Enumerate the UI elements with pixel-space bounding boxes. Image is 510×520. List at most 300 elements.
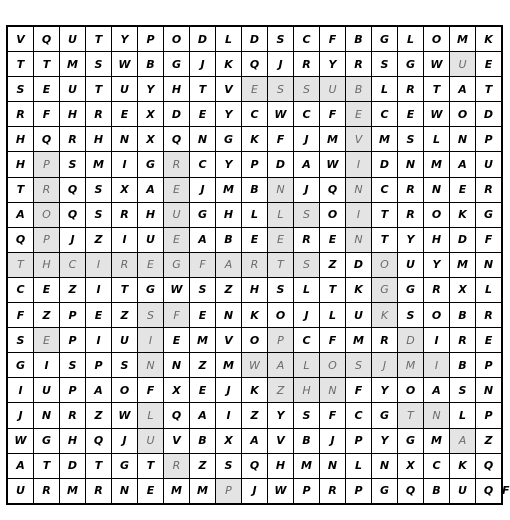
letter-cell[interactable]: P: [86, 353, 112, 378]
letter-cell[interactable]: N: [138, 353, 164, 378]
letter-cell[interactable]: H: [60, 102, 86, 127]
letter-cell[interactable]: N: [372, 453, 398, 478]
letter-cell[interactable]: N: [34, 403, 60, 428]
letter-cell[interactable]: F: [346, 378, 372, 403]
letter-cell[interactable]: S: [398, 303, 424, 328]
letter-cell[interactable]: I: [216, 403, 242, 428]
letter-cell[interactable]: M: [398, 353, 424, 378]
letter-cell[interactable]: V: [268, 428, 294, 453]
letter-cell[interactable]: L: [476, 277, 502, 302]
letter-cell[interactable]: F: [7, 303, 34, 328]
letter-cell[interactable]: A: [424, 378, 450, 403]
letter-cell[interactable]: I: [346, 202, 372, 227]
letter-cell[interactable]: R: [450, 328, 476, 353]
letter-cell[interactable]: W: [320, 152, 346, 177]
letter-cell[interactable]: M: [372, 127, 398, 152]
letter-cell[interactable]: X: [138, 127, 164, 152]
letter-cell[interactable]: N: [346, 177, 372, 202]
letter-cell[interactable]: O: [242, 328, 268, 353]
letter-cell[interactable]: A: [450, 428, 476, 453]
letter-cell[interactable]: P: [60, 303, 86, 328]
letter-cell[interactable]: G: [398, 277, 424, 302]
letter-cell[interactable]: H: [138, 202, 164, 227]
letter-cell[interactable]: M: [60, 52, 86, 77]
letter-cell[interactable]: X: [112, 177, 138, 202]
letter-cell[interactable]: B: [138, 52, 164, 77]
letter-cell[interactable]: T: [398, 403, 424, 428]
letter-cell[interactable]: G: [34, 428, 60, 453]
letter-cell[interactable]: U: [138, 428, 164, 453]
letter-cell[interactable]: E: [476, 52, 502, 77]
letter-cell[interactable]: E: [164, 177, 190, 202]
letter-cell[interactable]: P: [138, 26, 164, 52]
letter-cell[interactable]: O: [424, 303, 450, 328]
letter-cell[interactable]: F: [268, 127, 294, 152]
letter-cell[interactable]: U: [398, 252, 424, 277]
letter-cell[interactable]: R: [476, 177, 502, 202]
letter-cell[interactable]: R: [294, 52, 320, 77]
letter-cell[interactable]: J: [7, 403, 34, 428]
letter-cell[interactable]: J: [242, 478, 268, 504]
letter-cell[interactable]: S: [398, 127, 424, 152]
letter-cell[interactable]: S: [294, 403, 320, 428]
letter-cell[interactable]: E: [34, 277, 60, 302]
letter-cell[interactable]: E: [190, 378, 216, 403]
letter-cell[interactable]: Y: [320, 52, 346, 77]
letter-cell[interactable]: T: [190, 77, 216, 102]
letter-cell[interactable]: I: [86, 328, 112, 353]
letter-cell[interactable]: N: [164, 353, 190, 378]
letter-cell[interactable]: Y: [268, 403, 294, 428]
letter-cell[interactable]: L: [294, 353, 320, 378]
letter-cell[interactable]: G: [372, 26, 398, 52]
letter-cell[interactable]: Q: [476, 453, 502, 478]
letter-cell[interactable]: A: [450, 152, 476, 177]
letter-cell[interactable]: S: [190, 277, 216, 302]
letter-cell[interactable]: C: [60, 252, 86, 277]
letter-cell[interactable]: B: [346, 77, 372, 102]
letter-cell[interactable]: S: [216, 453, 242, 478]
letter-cell[interactable]: W: [424, 52, 450, 77]
letter-cell[interactable]: M: [86, 152, 112, 177]
letter-cell[interactable]: Z: [190, 453, 216, 478]
letter-cell[interactable]: U: [112, 328, 138, 353]
letter-cell[interactable]: E: [34, 328, 60, 353]
letter-cell[interactable]: Q: [164, 403, 190, 428]
letter-cell[interactable]: S: [268, 277, 294, 302]
letter-cell[interactable]: L: [320, 303, 346, 328]
letter-cell[interactable]: B: [216, 227, 242, 252]
letter-cell[interactable]: Q: [164, 127, 190, 152]
letter-cell[interactable]: J: [216, 378, 242, 403]
letter-cell[interactable]: N: [216, 303, 242, 328]
letter-cell[interactable]: I: [346, 152, 372, 177]
letter-cell[interactable]: G: [372, 478, 398, 504]
letter-cell[interactable]: W: [424, 102, 450, 127]
letter-cell[interactable]: L: [294, 277, 320, 302]
letter-cell[interactable]: U: [60, 26, 86, 52]
letter-cell[interactable]: C: [294, 102, 320, 127]
letter-cell[interactable]: R: [60, 403, 86, 428]
letter-cell[interactable]: O: [320, 353, 346, 378]
letter-cell[interactable]: Z: [86, 403, 112, 428]
letter-cell[interactable]: K: [242, 127, 268, 152]
letter-cell[interactable]: Q: [242, 453, 268, 478]
letter-cell[interactable]: R: [112, 252, 138, 277]
letter-cell[interactable]: J: [294, 177, 320, 202]
letter-cell[interactable]: M: [190, 328, 216, 353]
letter-cell[interactable]: S: [294, 202, 320, 227]
letter-cell[interactable]: C: [242, 102, 268, 127]
letter-cell[interactable]: A: [294, 152, 320, 177]
letter-cell[interactable]: S: [7, 328, 34, 353]
letter-cell[interactable]: B: [450, 353, 476, 378]
letter-cell[interactable]: V: [216, 328, 242, 353]
letter-cell[interactable]: M: [294, 453, 320, 478]
letter-cell[interactable]: M: [60, 478, 86, 504]
letter-cell[interactable]: K: [372, 303, 398, 328]
letter-cell[interactable]: X: [398, 453, 424, 478]
letter-cell[interactable]: E: [138, 478, 164, 504]
letter-cell[interactable]: J: [190, 177, 216, 202]
letter-cell[interactable]: D: [372, 152, 398, 177]
letter-cell[interactable]: P: [242, 152, 268, 177]
letter-cell[interactable]: E: [138, 252, 164, 277]
letter-cell[interactable]: S: [86, 177, 112, 202]
letter-cell[interactable]: S: [112, 353, 138, 378]
letter-cell[interactable]: M: [450, 26, 476, 52]
letter-cell[interactable]: H: [216, 202, 242, 227]
letter-cell[interactable]: D: [398, 328, 424, 353]
letter-cell[interactable]: I: [112, 227, 138, 252]
letter-cell[interactable]: Q: [476, 478, 502, 504]
letter-cell[interactable]: Y: [424, 252, 450, 277]
letter-cell[interactable]: G: [7, 353, 34, 378]
letter-cell[interactable]: A: [242, 428, 268, 453]
letter-cell[interactable]: M: [424, 152, 450, 177]
letter-cell[interactable]: R: [60, 127, 86, 152]
letter-cell[interactable]: Y: [138, 77, 164, 102]
letter-cell[interactable]: H: [268, 453, 294, 478]
letter-cell[interactable]: S: [60, 152, 86, 177]
letter-cell[interactable]: Y: [112, 26, 138, 52]
letter-cell[interactable]: I: [112, 152, 138, 177]
letter-cell[interactable]: B: [294, 428, 320, 453]
letter-cell[interactable]: R: [34, 478, 60, 504]
letter-cell[interactable]: F: [320, 328, 346, 353]
letter-cell[interactable]: D: [476, 102, 502, 127]
letter-cell[interactable]: R: [164, 152, 190, 177]
letter-cell[interactable]: G: [398, 52, 424, 77]
letter-cell[interactable]: G: [372, 403, 398, 428]
letter-cell[interactable]: H: [242, 277, 268, 302]
letter-cell[interactable]: J: [190, 52, 216, 77]
letter-cell[interactable]: I: [424, 328, 450, 353]
letter-cell[interactable]: R: [372, 328, 398, 353]
letter-cell[interactable]: Z: [60, 277, 86, 302]
letter-cell[interactable]: E: [398, 102, 424, 127]
letter-cell[interactable]: E: [34, 77, 60, 102]
letter-cell[interactable]: R: [86, 478, 112, 504]
letter-cell[interactable]: D: [190, 26, 216, 52]
letter-cell[interactable]: L: [268, 202, 294, 227]
letter-cell[interactable]: S: [7, 77, 34, 102]
letter-cell[interactable]: O: [34, 202, 60, 227]
letter-cell[interactable]: I: [7, 378, 34, 403]
letter-cell[interactable]: U: [138, 227, 164, 252]
letter-cell[interactable]: E: [190, 303, 216, 328]
letter-cell[interactable]: Q: [60, 177, 86, 202]
letter-cell[interactable]: U: [476, 152, 502, 177]
letter-cell[interactable]: T: [372, 227, 398, 252]
letter-cell[interactable]: A: [216, 252, 242, 277]
letter-cell[interactable]: S: [268, 26, 294, 52]
letter-cell[interactable]: T: [7, 52, 34, 77]
letter-cell[interactable]: T: [34, 453, 60, 478]
letter-cell[interactable]: R: [34, 177, 60, 202]
letter-cell[interactable]: V: [216, 77, 242, 102]
letter-cell[interactable]: I: [86, 277, 112, 302]
letter-cell[interactable]: O: [164, 26, 190, 52]
letter-cell[interactable]: Z: [34, 303, 60, 328]
letter-cell[interactable]: M: [424, 428, 450, 453]
letter-cell[interactable]: B: [450, 303, 476, 328]
letter-cell[interactable]: D: [242, 26, 268, 52]
letter-cell[interactable]: Y: [398, 227, 424, 252]
letter-cell[interactable]: C: [190, 152, 216, 177]
letter-cell[interactable]: N: [424, 403, 450, 428]
letter-cell[interactable]: R: [398, 202, 424, 227]
letter-cell[interactable]: R: [424, 277, 450, 302]
letter-cell[interactable]: O: [372, 252, 398, 277]
letter-cell[interactable]: Z: [476, 428, 502, 453]
letter-cell[interactable]: I: [34, 353, 60, 378]
letter-cell[interactable]: Y: [372, 378, 398, 403]
letter-cell[interactable]: P: [346, 478, 372, 504]
letter-cell[interactable]: O: [450, 102, 476, 127]
letter-cell[interactable]: T: [7, 252, 34, 277]
letter-cell[interactable]: F: [164, 303, 190, 328]
letter-cell[interactable]: T: [424, 77, 450, 102]
letter-cell[interactable]: R: [346, 52, 372, 77]
letter-cell[interactable]: L: [242, 202, 268, 227]
letter-cell[interactable]: L: [372, 77, 398, 102]
letter-cell[interactable]: T: [138, 453, 164, 478]
letter-cell[interactable]: U: [450, 52, 476, 77]
letter-cell[interactable]: Z: [216, 277, 242, 302]
letter-cell[interactable]: K: [346, 277, 372, 302]
letter-cell[interactable]: B: [242, 177, 268, 202]
letter-cell[interactable]: W: [164, 277, 190, 302]
letter-cell[interactable]: Z: [320, 252, 346, 277]
letter-cell[interactable]: T: [7, 177, 34, 202]
letter-cell[interactable]: A: [138, 177, 164, 202]
letter-cell[interactable]: I: [138, 328, 164, 353]
letter-cell[interactable]: N: [476, 252, 502, 277]
letter-cell[interactable]: G: [112, 453, 138, 478]
letter-cell[interactable]: P: [268, 328, 294, 353]
letter-cell[interactable]: E: [164, 227, 190, 252]
letter-cell[interactable]: H: [164, 77, 190, 102]
letter-cell[interactable]: U: [320, 77, 346, 102]
letter-cell[interactable]: M: [216, 177, 242, 202]
letter-cell[interactable]: S: [86, 202, 112, 227]
letter-cell[interactable]: D: [346, 252, 372, 277]
letter-cell[interactable]: M: [320, 127, 346, 152]
letter-cell[interactable]: T: [86, 453, 112, 478]
letter-cell[interactable]: S: [268, 77, 294, 102]
letter-cell[interactable]: U: [164, 202, 190, 227]
letter-cell[interactable]: F: [34, 102, 60, 127]
letter-cell[interactable]: S: [450, 378, 476, 403]
letter-cell[interactable]: K: [216, 52, 242, 77]
letter-cell[interactable]: K: [450, 453, 476, 478]
letter-cell[interactable]: Z: [268, 378, 294, 403]
letter-cell[interactable]: F: [320, 26, 346, 52]
letter-cell[interactable]: J: [60, 227, 86, 252]
letter-cell[interactable]: W: [112, 403, 138, 428]
letter-cell[interactable]: G: [138, 277, 164, 302]
letter-cell[interactable]: R: [164, 453, 190, 478]
letter-cell[interactable]: F: [476, 227, 502, 252]
letter-cell[interactable]: Q: [86, 428, 112, 453]
letter-cell[interactable]: P: [476, 127, 502, 152]
letter-cell[interactable]: S: [86, 52, 112, 77]
letter-cell[interactable]: R: [7, 102, 34, 127]
letter-cell[interactable]: W: [112, 52, 138, 77]
letter-cell[interactable]: V: [164, 428, 190, 453]
letter-cell[interactable]: G: [190, 202, 216, 227]
letter-cell[interactable]: B: [424, 478, 450, 504]
letter-cell[interactable]: P: [476, 353, 502, 378]
letter-cell[interactable]: N: [268, 177, 294, 202]
letter-cell[interactable]: M: [190, 478, 216, 504]
letter-cell[interactable]: T: [268, 252, 294, 277]
letter-cell[interactable]: R: [320, 478, 346, 504]
letter-cell[interactable]: A: [450, 77, 476, 102]
letter-cell[interactable]: Q: [34, 127, 60, 152]
letter-cell[interactable]: R: [398, 77, 424, 102]
letter-cell[interactable]: Q: [398, 478, 424, 504]
letter-cell[interactable]: G: [164, 252, 190, 277]
letter-cell[interactable]: I: [424, 353, 450, 378]
letter-cell[interactable]: U: [346, 303, 372, 328]
letter-cell[interactable]: E: [450, 177, 476, 202]
letter-cell[interactable]: G: [164, 52, 190, 77]
letter-cell[interactable]: A: [86, 378, 112, 403]
letter-cell[interactable]: H: [86, 127, 112, 152]
letter-cell[interactable]: X: [216, 428, 242, 453]
letter-cell[interactable]: W: [7, 428, 34, 453]
letter-cell[interactable]: J: [320, 428, 346, 453]
letter-cell[interactable]: L: [398, 26, 424, 52]
letter-cell[interactable]: P: [60, 378, 86, 403]
letter-cell[interactable]: R: [242, 252, 268, 277]
letter-cell[interactable]: G: [372, 277, 398, 302]
letter-cell[interactable]: L: [424, 127, 450, 152]
letter-cell[interactable]: M: [346, 328, 372, 353]
letter-cell[interactable]: R: [112, 202, 138, 227]
letter-cell[interactable]: H: [294, 378, 320, 403]
letter-cell[interactable]: Z: [242, 403, 268, 428]
letter-cell[interactable]: K: [242, 378, 268, 403]
letter-cell[interactable]: U: [7, 478, 34, 504]
letter-cell[interactable]: T: [86, 26, 112, 52]
letter-cell[interactable]: N: [190, 127, 216, 152]
letter-cell[interactable]: E: [242, 227, 268, 252]
letter-cell[interactable]: T: [476, 77, 502, 102]
letter-cell[interactable]: C: [372, 177, 398, 202]
letter-cell[interactable]: Q: [242, 52, 268, 77]
letter-cell[interactable]: K: [476, 26, 502, 52]
letter-cell[interactable]: Q: [7, 227, 34, 252]
letter-cell[interactable]: P: [60, 328, 86, 353]
letter-cell[interactable]: L: [216, 26, 242, 52]
letter-cell[interactable]: T: [34, 52, 60, 77]
letter-cell[interactable]: Z: [112, 303, 138, 328]
letter-cell[interactable]: N: [398, 152, 424, 177]
letter-cell[interactable]: G: [476, 202, 502, 227]
letter-cell[interactable]: T: [372, 202, 398, 227]
letter-cell[interactable]: O: [424, 26, 450, 52]
letter-cell[interactable]: G: [216, 127, 242, 152]
letter-cell[interactable]: U: [60, 77, 86, 102]
letter-cell[interactable]: Z: [190, 353, 216, 378]
letter-cell[interactable]: Y: [372, 428, 398, 453]
letter-cell[interactable]: P: [34, 227, 60, 252]
letter-cell[interactable]: W: [268, 478, 294, 504]
letter-cell[interactable]: C: [7, 277, 34, 302]
letter-cell[interactable]: T: [112, 277, 138, 302]
letter-cell[interactable]: L: [346, 453, 372, 478]
letter-cell[interactable]: N: [112, 127, 138, 152]
letter-cell[interactable]: A: [7, 202, 34, 227]
letter-cell[interactable]: O: [112, 378, 138, 403]
letter-cell[interactable]: B: [346, 26, 372, 52]
letter-cell[interactable]: D: [268, 152, 294, 177]
letter-cell[interactable]: R: [86, 102, 112, 127]
letter-cell[interactable]: P: [34, 152, 60, 177]
letter-cell[interactable]: E: [268, 227, 294, 252]
letter-cell[interactable]: W: [268, 102, 294, 127]
letter-cell[interactable]: P: [294, 478, 320, 504]
letter-cell[interactable]: I: [86, 252, 112, 277]
letter-cell[interactable]: E: [86, 303, 112, 328]
letter-cell[interactable]: R: [294, 227, 320, 252]
letter-cell[interactable]: H: [7, 152, 34, 177]
letter-cell[interactable]: C: [294, 328, 320, 353]
letter-cell[interactable]: M: [216, 353, 242, 378]
letter-cell[interactable]: H: [60, 428, 86, 453]
letter-cell[interactable]: D: [60, 453, 86, 478]
letter-cell[interactable]: D: [450, 227, 476, 252]
letter-cell[interactable]: C: [372, 102, 398, 127]
letter-cell[interactable]: A: [7, 453, 34, 478]
letter-cell[interactable]: N: [476, 378, 502, 403]
letter-cell[interactable]: E: [320, 227, 346, 252]
letter-cell[interactable]: M: [164, 478, 190, 504]
letter-cell[interactable]: K: [242, 303, 268, 328]
letter-cell[interactable]: S: [294, 77, 320, 102]
letter-cell[interactable]: P: [346, 428, 372, 453]
letter-cell[interactable]: J: [268, 52, 294, 77]
letter-cell[interactable]: C: [424, 453, 450, 478]
letter-cell[interactable]: C: [346, 403, 372, 428]
letter-cell[interactable]: O: [268, 303, 294, 328]
letter-cell[interactable]: A: [190, 403, 216, 428]
letter-cell[interactable]: T: [86, 77, 112, 102]
letter-cell[interactable]: U: [34, 378, 60, 403]
